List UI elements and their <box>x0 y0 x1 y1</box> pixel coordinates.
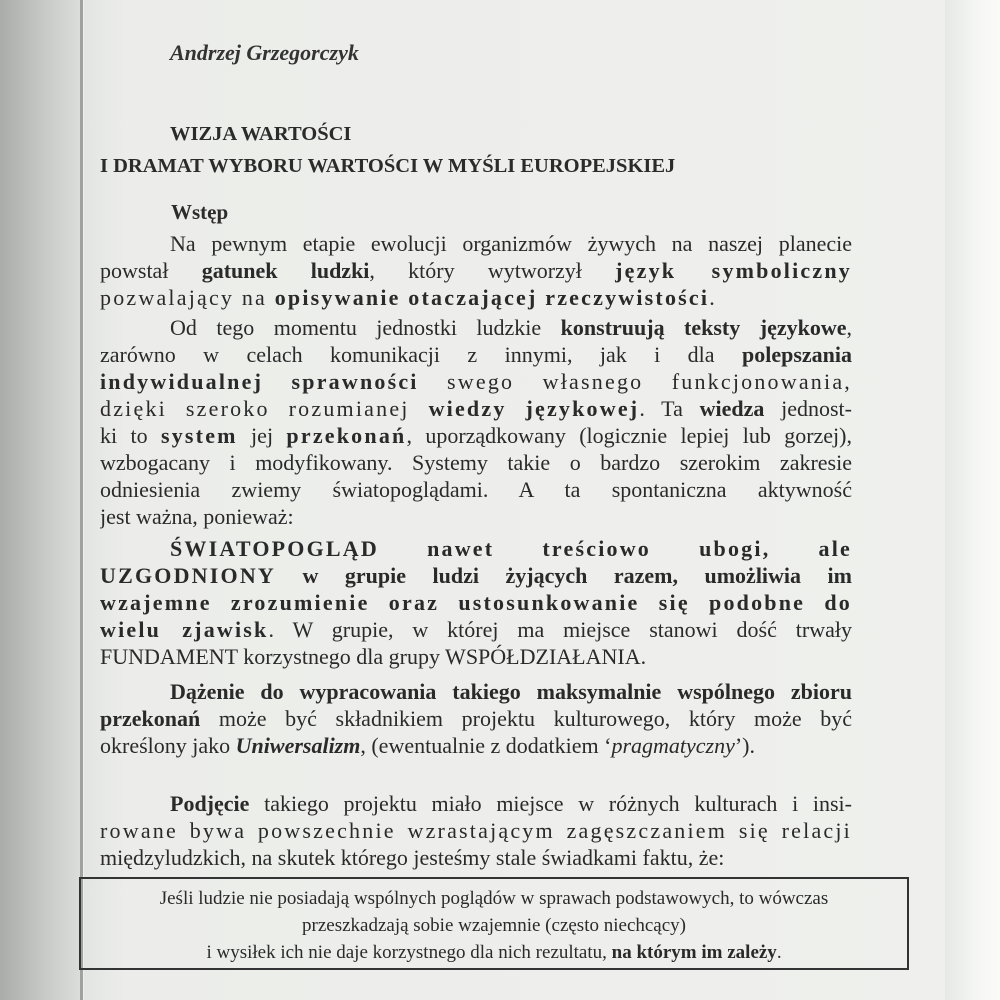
section-heading: Wstęp <box>171 200 229 224</box>
text-line: jest ważna, ponieważ: <box>100 504 294 529</box>
text-line: dzięki szeroko rozumianej wiedzy językowej. Ta wiedza jednost- <box>100 396 852 421</box>
text-line: międzyludzkich, na skutek którego jesteśmy stale świadkami faktu, że: <box>100 845 725 870</box>
author-name: Andrzej Grzegorczyk <box>170 40 359 65</box>
chapter-title <box>100 118 800 182</box>
text-line: odniesienia zwiemy światopoglądami. A ta spontaniczna aktywność <box>100 477 852 502</box>
text-line: pozwalający na opisywanie otaczającej rzeczywistości. <box>100 285 717 310</box>
text-line: Od tego momentu jednostki ludzkie konstruują teksty językowe, <box>170 315 852 340</box>
callout-line: Jeśli ludzie nie posiadają wspólnych poglądów w sprawach podstawowych, to wówczas <box>159 888 829 909</box>
callout-box <box>79 877 909 970</box>
paragraph-3 <box>100 535 852 670</box>
text-line: wzbogacany i modyfikowany. Systemy takie o bardzo szerokim zakresie <box>100 450 852 475</box>
text-line: przekonań może być składnikiem projektu kulturowego, który może być <box>100 706 852 731</box>
text-line: rowane bywa powszechnie wzrastającym zagęszczaniem się relacji <box>100 818 852 843</box>
callout-line: przeszkadzają sobie wzajemnie (często niechcący) <box>302 915 686 936</box>
paragraph-4 <box>100 678 852 759</box>
book-gutter <box>80 0 83 1000</box>
text-line: ki to system jej przekonań, uporządkowany (logicznie lepiej lub gorzej), <box>100 423 852 448</box>
paragraph-2 <box>100 314 852 530</box>
text-line: określony jako Uniwersalizm, (ewentualnie z dodatkiem ‘pragmatyczny’). <box>100 733 756 758</box>
text-line: ŚWIATOPOGLĄD nawet treściowo ubogi, ale <box>170 536 852 561</box>
page-right-edge <box>945 0 1000 1000</box>
text-line: indywidualnej sprawności swego własnego funkcjonowania, <box>100 369 852 394</box>
text-line: Dążenie do wypracowania takiego maksymalnie wspólnego zbioru <box>170 679 852 704</box>
text-line: wzajemne zrozumienie oraz ustosunkowanie się podobne do <box>100 590 852 615</box>
chapter-title-line-1: WIZJA WARTOŚCI <box>170 123 352 145</box>
text-line: powstał gatunek ludzki, który wytworzył język symboliczny <box>100 258 852 283</box>
chapter-title-line-2: I DRAMAT WYBORU WARTOŚCI W MYŚLI EUROPEJSKIEJ <box>100 155 676 177</box>
callout-line: i wysiłek ich nie daje korzystnego dla nich rezultatu, na którym im zależy. <box>206 942 782 963</box>
paragraph-1 <box>100 230 852 311</box>
text-line: Podjęcie takiego projektu miało miejsce w różnych kulturach i insi- <box>170 791 852 816</box>
text-line: wielu zjawisk. W grupie, w której ma miejsce stanowi dość trwały <box>100 617 852 642</box>
text-line: UZGODNIONY w grupie ludzi żyjących razem, umożliwia im <box>100 563 852 588</box>
text-line: FUNDAMENT korzystnego dla grupy WSPÓŁDZIAŁANIA. <box>100 644 647 669</box>
text-line: Na pewnym etapie ewolucji organizmów żywych na naszej planecie <box>170 231 852 256</box>
facing-page-edge <box>0 0 82 1000</box>
paragraph-5 <box>100 790 852 871</box>
text-line: zarówno w celach komunikacji z innymi, jak i dla polepszania <box>100 342 852 367</box>
